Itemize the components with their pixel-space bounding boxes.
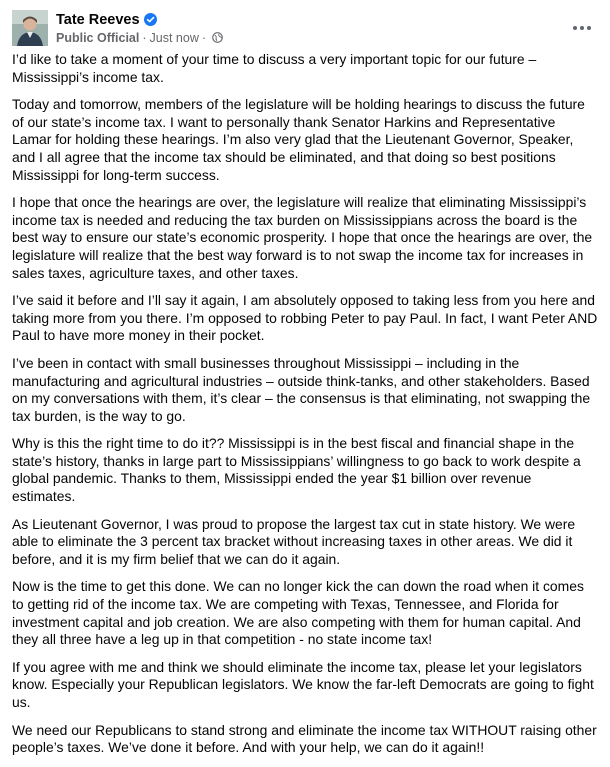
more-options-icon[interactable] [570,16,594,40]
post-paragraph: Why is this the right time to do it?? Mississippi is in the best fiscal and financial shape in the state’s history, thanks in large part to Mississippians’ willingness to go back to work despite a global pandemic. Thanks to them, Mississippi ended the year $1 billion over revenue estimates. [12,435,581,505]
post-paragraph: If you agree with me and think we should eliminate the income tax, please let your legislators know. Especially your Republican legislators. We know the far-left Democrats are going to fight us. [12,658,594,710]
avatar[interactable] [12,10,48,46]
author-name[interactable]: Tate Reeves [56,11,140,28]
author-meta [56,11,223,46]
verified-badge-icon [144,13,157,26]
post-header [12,10,598,46]
globe-icon[interactable] [212,32,223,43]
post-paragraph: As Lieutenant Governor, I was proud to propose the largest tax cut in state history. We were able to eliminate the 3 percent tax bracket without increasing taxes in other areas. We did it before, and it is my firm belief that we can do it again. [12,515,576,567]
post-paragraph: I hope that once the hearings are over, the legislature will realize that eliminating Mississippi’s income tax is needed and reducing the tax burden on Mississippians across the board is the best way to ensure our state’s economic prosperity. I hope that once the hearings are over, the legislature will realize that the best way forward is to not swap the income tax for increases in sales taxes, agriculture taxes, and other taxes. [12,194,593,281]
author-role: Public Official [56,30,140,45]
post-paragraph: I’ve been in contact with small businesses throughout Mississippi – including in the manufacturing and agricultural industries – outside think-tanks, and other stakeholders. Based on my conversations with them, it’s clear – the consensus is that eliminating, not swapping the tax burden, is the way to go. [12,354,591,424]
post-paragraph: Today and tomorrow, members of the legislature will be holding hearings to discuss the future of our state’s income tax. I want to personally thank Senator Harkins and Representative Lamar for holding these hearings. I’m also very glad that the Lieutenant Governor, Speaker, and I all agree that the income tax should be eliminated, and that doing so best positions Mississippi for long-term success. [12,96,585,183]
post-body [12,51,598,767]
author-name-row [56,11,223,29]
post-paragraph: Now is the time to get this done. We can no longer kick the can down the road when it comes to getting rid of the income tax. We are competing with Texas, Tennessee, and Florida for investment capital and job creation. We are also competing with them for human capital. And they all three have a leg up in that competition - no state income tax! [12,578,584,648]
separator-dot: · [142,30,147,45]
post-paragraph: I’ve said it before and I’ll say it again, I am absolutely opposed to taking less from you here and taking more from you there. I’m opposed to robbing Peter to pay Paul. In fact, I want Peter AND Paul to have more money in their pocket. [12,292,598,344]
separator-dot: · [201,30,207,45]
profile-photo-icon [12,10,48,46]
post-paragraph: We need our Republicans to stand strong and eliminate the income tax WITHOUT raising other people’s taxes. We’ve done it before. And with your help, we can do it again!! [12,721,597,756]
post-subtitle [56,30,223,46]
post-timestamp[interactable]: Just now [149,30,199,45]
post-paragraph: I’d like to take a moment of your time to discuss a very important topic for our future – Mississippi’s income tax. [12,51,537,85]
